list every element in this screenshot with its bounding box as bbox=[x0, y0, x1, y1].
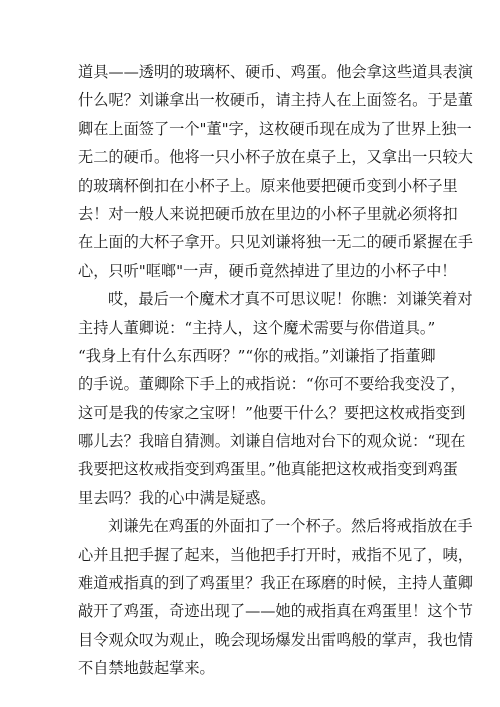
paragraph-1-line-7: 在上面的大杯子拿开。只见刘谦将独一无二的硬币紧握在手 bbox=[78, 233, 473, 252]
paragraph-3-line-1: 刘谦先在鸡蛋的外面扣了一个杯子。然后将戒指放在手 bbox=[108, 517, 473, 536]
paragraph-3-line-2: 心并且把手握了起来，当他把手打开时，戒指不见了，咦， bbox=[78, 545, 473, 564]
paragraph-2-line-5: 这可是我的传家之宝呀！”他要干什么？要把这枚戒指变到 bbox=[78, 403, 466, 422]
paragraph-1-line-5: 的玻璃杯倒扣在小杯子上。原来他要把硬币变到小杯子里 bbox=[78, 176, 458, 195]
paragraph-2-line-7: 我要把这枚戒指变到鸡蛋里。”他真能把这枚戒指变到鸡蛋 bbox=[78, 460, 458, 479]
paragraph-1-line-3: 卿在上面签了一个"董"字，这枚硬币现在成为了世界上独一 bbox=[78, 119, 472, 138]
paragraph-2-line-2: 主持人董卿说：“主持人，这个魔术需要与你借道具。” bbox=[78, 318, 436, 337]
paragraph-1-line-2: 什么呢？刘谦拿出一枚硬币，请主持人在上面签名。于是董 bbox=[78, 91, 473, 110]
article-body bbox=[78, 58, 473, 683]
paragraph-2-line-4: 的手说。董卿除下手上的戒指说：“你可不要给我变没了， bbox=[78, 375, 466, 394]
paragraph-3-line-4: 敲开了鸡蛋，奇迹出现了——她的戒指真在鸡蛋里！这个节 bbox=[78, 602, 473, 621]
paragraph-1-line-6: 去！对一般人来说把硬币放在里边的小杯子里就必须将扣 bbox=[78, 204, 458, 223]
paragraph-1-line-4: 无二的硬币。他将一只小杯子放在桌子上，又拿出一只较大 bbox=[78, 148, 473, 167]
paragraph-1-line-1: 道具——透明的玻璃杯、硬币、鸡蛋。他会拿这些道具表演 bbox=[78, 63, 473, 81]
paragraph-2-line-1: 哎，最后一个魔术才真不可思议呢！你瞧：刘谦笑着对 bbox=[108, 290, 473, 309]
paragraph-3-line-5: 目令观众叹为观止，晚会现场爆发出雷鸣般的掌声，我也情 bbox=[78, 630, 473, 649]
paragraph-2-line-6: 哪儿去？我暗自猜测。刘谦自信地对台下的观众说：“现在 bbox=[78, 432, 466, 451]
paragraph-3-line-3: 难道戒指真的到了鸡蛋里？我正在琢磨的时候，主持人董卿 bbox=[78, 574, 473, 593]
paragraph-1-line-8: 心，只听"哐啷"一声，硬币竟然掉进了里边的小杯子中！ bbox=[78, 261, 457, 280]
paragraph-2-line-8: 里去吗？我的心中满是疑惑。 bbox=[78, 488, 276, 507]
paragraph-3-line-6: 不自禁地鼓起掌来。 bbox=[78, 659, 215, 678]
paragraph-2-line-3: “我身上有什么东西呀？”“你的戒指。”刘谦指了指董卿 bbox=[78, 346, 436, 365]
